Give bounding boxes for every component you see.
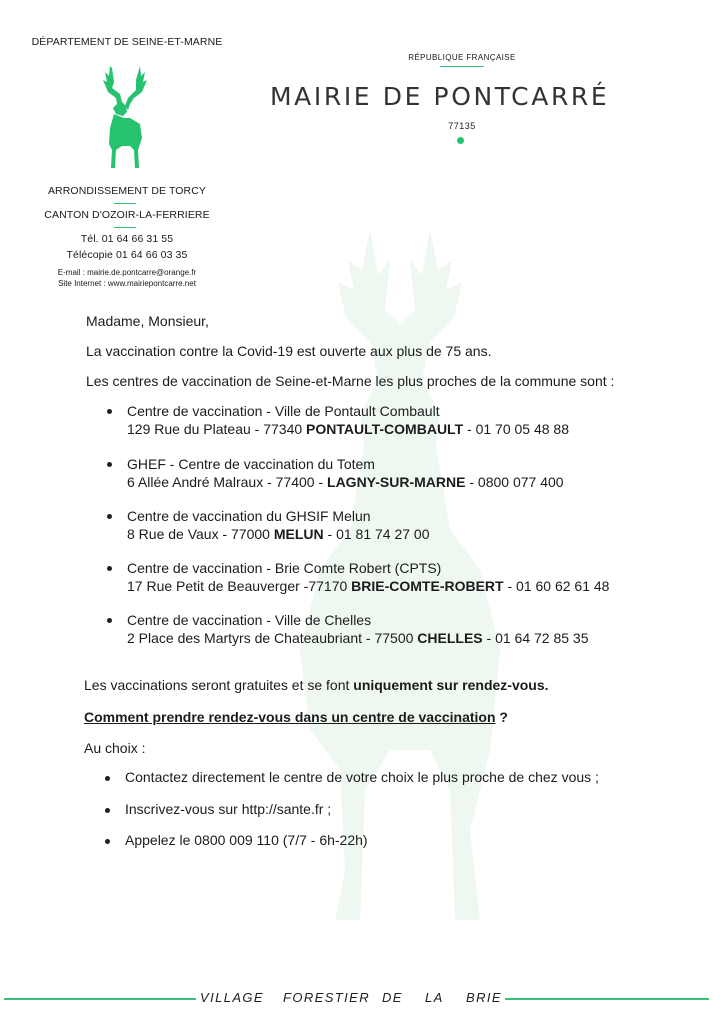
green-dot-icon xyxy=(457,137,464,144)
intro-paragraph: La vaccination contre la Covid-19 est ouverte aux plus de 75 ans. xyxy=(86,343,492,359)
postcode: 77135 xyxy=(448,121,476,131)
stag-logo-icon xyxy=(100,64,150,170)
centre-address: 8 Rue de Vaux - 77000 MELUN - 01 81 74 27 00 xyxy=(127,526,430,542)
arrondissement-label: ARRONDISSEMENT DE TORCY xyxy=(47,185,207,197)
choice-label: Au choix : xyxy=(84,740,146,756)
footer-rule-left xyxy=(4,998,196,1000)
bullet-icon xyxy=(107,618,112,623)
centre-address: 17 Rue Petit de Beauverger -77170 BRIE-COMTE-ROBERT - 01 60 62 61 48 xyxy=(127,578,610,594)
footer-word: BRIE xyxy=(466,990,502,1005)
bullet-icon xyxy=(105,776,110,781)
bullet-icon xyxy=(107,566,112,571)
bullet-icon xyxy=(107,409,112,414)
republic-label: RÉPUBLIQUE FRANÇAISE xyxy=(408,53,516,62)
centre-name: Centre de vaccination - Ville de Chelles xyxy=(127,612,372,628)
bullet-icon xyxy=(107,514,112,519)
footer-word: VILLAGE xyxy=(200,990,264,1005)
option-item: Inscrivez-vous sur http://sante.fr ; xyxy=(125,801,332,817)
mairie-title: MAIRIE DE PONTCARRÉ xyxy=(270,82,610,111)
footer-word: FORESTIER xyxy=(283,990,370,1005)
bullet-icon xyxy=(105,839,110,844)
footer-rule-right xyxy=(505,998,709,1000)
option-item: Appelez le 0800 009 110 (7/7 - 6h-22h) xyxy=(125,832,368,848)
footer-word: DE xyxy=(382,990,403,1005)
centre-name: Centre de vaccination - Ville de Pontault Combault xyxy=(127,403,440,419)
divider xyxy=(114,203,136,204)
bullet-icon xyxy=(105,808,110,813)
footer-word: LA xyxy=(425,990,444,1005)
divider xyxy=(440,66,484,67)
centre-address: 129 Rue du Plateau - 77340 PONTAULT-COMBAULT - 01 70 05 48 88 xyxy=(127,421,569,437)
centre-address: 2 Place des Martyrs de Chateaubriant - 77500 CHELLES - 01 64 72 85 35 xyxy=(127,630,589,646)
website: Site Internet : www.mairiepontcarre.net xyxy=(58,279,196,288)
divider xyxy=(114,227,136,228)
fax: Télécopie 01 64 66 03 35 xyxy=(66,249,188,261)
telephone: Tél. 01 64 66 31 55 xyxy=(80,233,174,245)
salutation: Madame, Monsieur, xyxy=(86,313,209,329)
centre-name: GHEF - Centre de vaccination du Totem xyxy=(127,456,375,472)
how-to-heading: Comment prendre rendez-vous dans un centre de vaccination ? xyxy=(84,709,508,725)
free-vaccination-note: Les vaccinations seront gratuites et se font uniquement sur rendez-vous. xyxy=(84,677,549,693)
centres-intro: Les centres de vaccination de Seine-et-Marne les plus proches de la commune sont : xyxy=(86,373,615,389)
option-item: Contactez directement le centre de votre choix le plus proche de chez vous ; xyxy=(125,769,599,785)
centre-address: 6 Allée André Malraux - 77400 - LAGNY-SUR-MARNE - 0800 077 400 xyxy=(127,474,564,490)
canton-label: CANTON D'OZOIR-LA-FERRIERE xyxy=(44,209,210,221)
centre-name: Centre de vaccination - Brie Comte Robert (CPTS) xyxy=(127,560,442,576)
email: E-mail : mairie.de.pontcarre@orange.fr xyxy=(57,268,197,277)
department-label: DÉPARTEMENT DE SEINE-ET-MARNE xyxy=(31,36,223,48)
centre-name: Centre de vaccination du GHSIF Melun xyxy=(127,508,371,524)
bullet-icon xyxy=(107,462,112,467)
